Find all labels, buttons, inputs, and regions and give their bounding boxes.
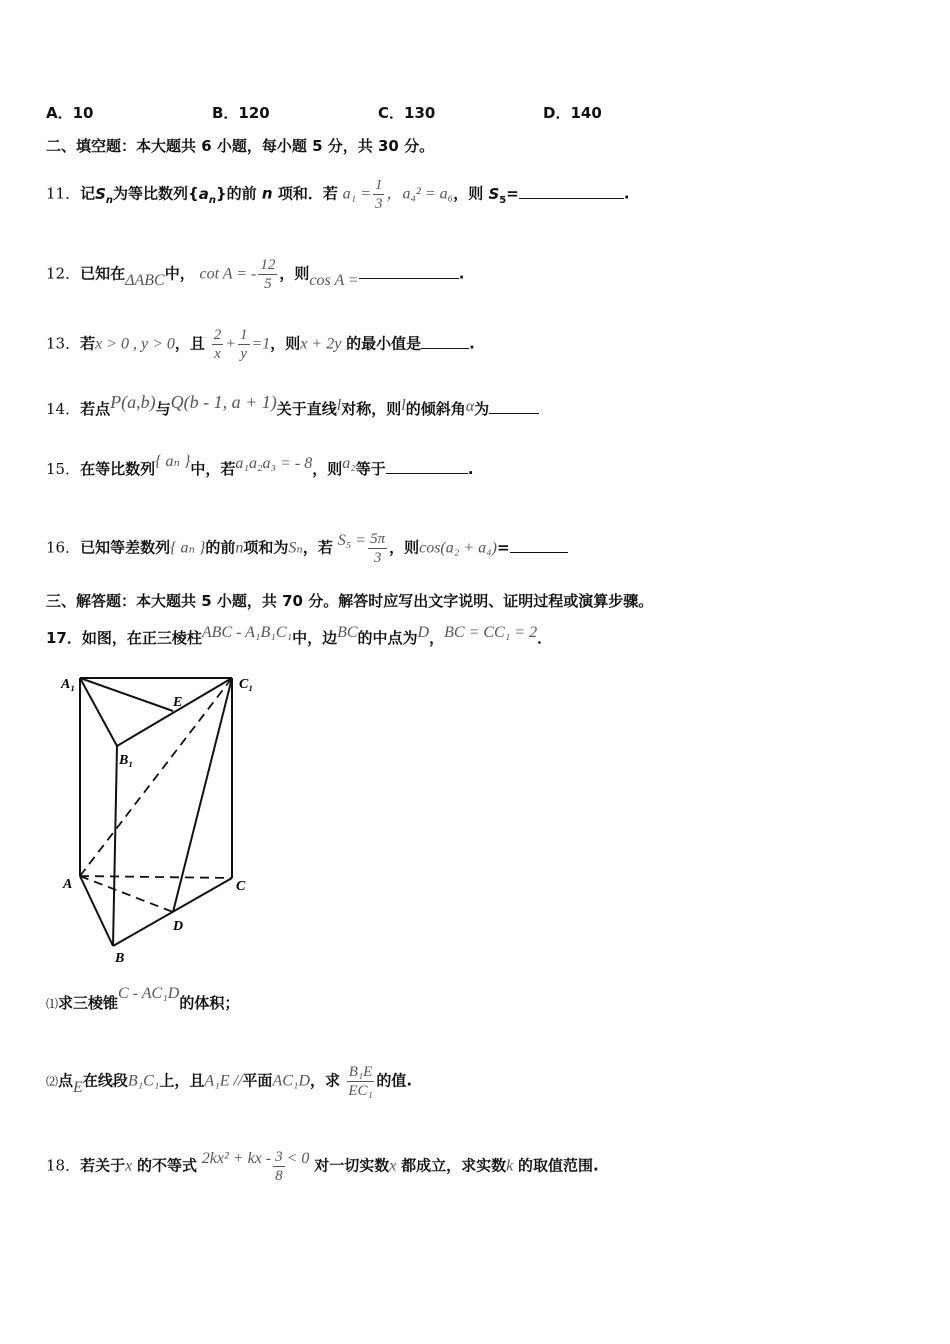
q14-math: l (401, 397, 406, 414)
edge-b-c (113, 878, 232, 946)
q15-number: 15． (46, 460, 81, 478)
q16-number: 16． (46, 538, 81, 557)
q18-math: x (389, 1157, 397, 1175)
edge-a-b (80, 876, 113, 946)
q11-answer-blank[interactable] (519, 184, 624, 199)
q11-fraction: $\frac{1}{3}$ (374, 177, 383, 212)
q17-2-text: 上，且 (159, 1071, 205, 1090)
q17-2-text: ，求 (310, 1071, 341, 1090)
q12-math: cot A = - (199, 265, 257, 283)
q11-math: ，a₄² = a₆ (386, 185, 454, 203)
q16-text: ，则 (389, 538, 420, 557)
q15-text: 等于 (355, 460, 386, 478)
q13-math: x > 0 , y > 0 (95, 335, 175, 353)
q17-2-math: B₁C₁ (127, 1072, 160, 1090)
q15-text: 在等比数列 (80, 460, 156, 478)
q16-text: = (497, 538, 510, 557)
q14-text: 为 (474, 400, 490, 418)
edge-b1-c1 (117, 678, 232, 746)
question-15: 15．在等比数列{ aₙ }中，若a₁a₂a₃ = - 8，则a₂等于 . (46, 453, 474, 478)
q16-math: { aₙ } (170, 539, 206, 557)
q14-text: 与 (155, 400, 171, 418)
q15-answer-blank[interactable] (386, 459, 468, 474)
q17-text: 如图，在正三棱柱 (81, 629, 202, 647)
q17-2-math: A₁E // (204, 1072, 243, 1090)
q17-1-text: 的体积； (179, 994, 240, 1012)
q18-math: k (506, 1157, 514, 1175)
q11-text: 记 (80, 184, 96, 203)
q14-text: 的倾斜角 (405, 400, 466, 418)
q14-text: 对称，则 (341, 400, 402, 418)
edge-b1-b (113, 746, 117, 946)
question-16 (46, 530, 568, 567)
question-11: 11．记$S_n$为等比数列$\{a_n\}$的前 n 项和．若 a₁ = $\frac{1}{3}$ ，a₄² = a₆，则 $S_5=$ . (46, 177, 630, 212)
q17-1-number: ⑴ (46, 997, 59, 1011)
option-d: D．140 (543, 104, 602, 122)
q17-math: D (417, 624, 430, 641)
q16-text: 项和为 (243, 538, 289, 557)
q17-2-text: 点 (58, 1071, 74, 1090)
q16-math: n (235, 539, 244, 557)
q16-fraction: $\frac{5\pi}{3}$ (370, 531, 386, 566)
label-a1: A₁ (61, 677, 76, 692)
q11-text: 项和．若 (277, 184, 338, 203)
q18-text: 都成立，求实数 (401, 1156, 507, 1175)
label-d: D (173, 919, 184, 934)
q17-2-fraction: $\frac{\text{B₁E}}{\text{EC₁}}$ (348, 1064, 373, 1099)
q18-text: 若关于 (80, 1156, 126, 1175)
label-a: A (63, 877, 73, 892)
section-3-heading: 三、解答题：本大题共 5 小题，共 70 分。解答时应写出文字说明、证明过程或演算步骤。 (46, 592, 654, 610)
question-17-part-2 (46, 1063, 412, 1100)
q14-number: 14． (46, 400, 81, 418)
q14-text: 若点 (80, 400, 111, 418)
question-18 (46, 1148, 599, 1185)
q16-math: Sₙ (288, 539, 303, 557)
label-b: B (115, 951, 125, 966)
q13-text: ，且 (174, 334, 205, 353)
q17-math: BC (337, 624, 358, 641)
q14-math: P(a,b) (110, 392, 156, 412)
q16-answer-blank[interactable] (510, 538, 568, 553)
q16-math: cos(a₂ + a₄) (419, 539, 497, 557)
q17-number: 17． (46, 629, 82, 647)
edge-a-c1-dashed (80, 678, 232, 876)
q16-text: 的前 (205, 538, 236, 557)
q18-math: x (125, 1157, 133, 1175)
prism-figure (55, 668, 275, 968)
q12-text: 中， (164, 264, 195, 283)
q17-2-math: E (73, 1078, 83, 1096)
q16-text: 已知等差数列 (80, 538, 171, 557)
q18-math: 2kx² + kx - (201, 1149, 272, 1167)
question-17 (46, 624, 553, 649)
q17-2-text: 的值. (376, 1071, 413, 1090)
q18-text: 对一切实数 (314, 1156, 390, 1175)
q16-math: S₅ = (337, 531, 367, 549)
q11-text: 为等比数列{ (113, 184, 199, 203)
q15-text: ，则 (312, 460, 343, 478)
q17-2-text: 在线段 (82, 1071, 128, 1090)
q13-answer-blank[interactable] (421, 334, 469, 349)
q17-text: ． (537, 629, 553, 647)
q14-math: Q(b - 1, a + 1) (170, 392, 277, 412)
q17-2-math: AC₁D (272, 1072, 310, 1090)
question-17-part-1 (46, 985, 240, 1014)
q13-text: ，则 (270, 334, 301, 353)
q12-answer-blank[interactable] (359, 264, 459, 279)
q13-fraction: $\frac{1}{y}$ (240, 327, 248, 362)
q17-2-text: 平面 (242, 1071, 273, 1090)
q11-text: ，则 (453, 184, 484, 203)
q15-text: 中，若 (190, 460, 236, 478)
q11-math: a₁ = (342, 185, 371, 203)
q17-2-number: ⑵ (46, 1074, 59, 1089)
q13-math: x + 2y (300, 335, 342, 353)
q17-text: 的中点为 (357, 629, 418, 647)
section-2-heading: 二、填空题：本大题共 6 小题，每小题 5 分，共 30 分。 (46, 137, 435, 155)
q15-math: a₂ (342, 455, 356, 472)
q12-number: 12． (46, 264, 81, 283)
q11-text: = (506, 184, 519, 203)
q14-answer-blank[interactable] (489, 399, 539, 414)
q14-math: l (336, 397, 342, 414)
option-a: A．10 (46, 104, 94, 122)
q18-text: 的取值范围. (518, 1156, 599, 1175)
question-13: 13．若x > 0 , y > 0，且 $\frac{2}{x}$ + $\frac{1}{y}$ =1，则x + 2y 的最小值是 . (46, 327, 475, 362)
q12-text: 已知在 (80, 264, 126, 283)
q18-math: < 0 (286, 1149, 310, 1167)
q15-math: a₁a₂a₃ = - 8 (235, 455, 313, 472)
q14-math: α (465, 398, 475, 415)
q17-1-math: C - AC₁D (118, 985, 180, 1002)
q17-text: ， (429, 629, 445, 647)
q12-fraction: $\frac{12}{5}$ (260, 257, 276, 292)
q12-text: ，则 (279, 264, 310, 283)
q13-text: 的最小值是 (346, 334, 422, 353)
question-14 (46, 392, 539, 420)
label-c: C (236, 879, 246, 894)
q15-math: { aₙ } (155, 453, 191, 470)
edge-a-c-dashed (80, 876, 232, 878)
q13-math: =1 (251, 335, 271, 353)
q18-text: 的不等式 (137, 1156, 198, 1175)
label-e: E (173, 695, 183, 710)
q17-math: BC = CC₁ = 2 (444, 624, 538, 641)
label-c1: C₁ (239, 677, 254, 692)
q18-number: 18． (46, 1156, 81, 1175)
q11-number: 11． (46, 184, 81, 203)
q13-fraction: $\frac{2}{x}$ (213, 327, 222, 362)
q12-math: ΔABC (125, 271, 165, 289)
q17-math: ABC - A₁B₁C₁ (201, 624, 293, 641)
q17-1-text: 求三棱锥 (58, 994, 119, 1012)
label-b1: B₁ (119, 753, 134, 768)
q13-math: + (225, 335, 236, 353)
q13-text: 若 (80, 334, 96, 353)
q17-text: 中，边 (292, 629, 338, 647)
q11-text: }的前 (215, 184, 257, 203)
question-12: 12．已知在ΔABC中， cot A = - $\frac{12}{5}$ ，则cos A = . (46, 257, 465, 292)
option-c: C．130 (378, 104, 436, 122)
q13-number: 13． (46, 334, 81, 353)
q16-text: ，若 (302, 538, 333, 557)
option-b: B．120 (212, 104, 270, 122)
q14-text: 关于直线 (276, 400, 337, 418)
q12-math: cos A = (309, 271, 359, 289)
edge-a1-e (80, 678, 173, 711)
q18-fraction: $\frac{3}{8}$ (275, 1149, 283, 1184)
